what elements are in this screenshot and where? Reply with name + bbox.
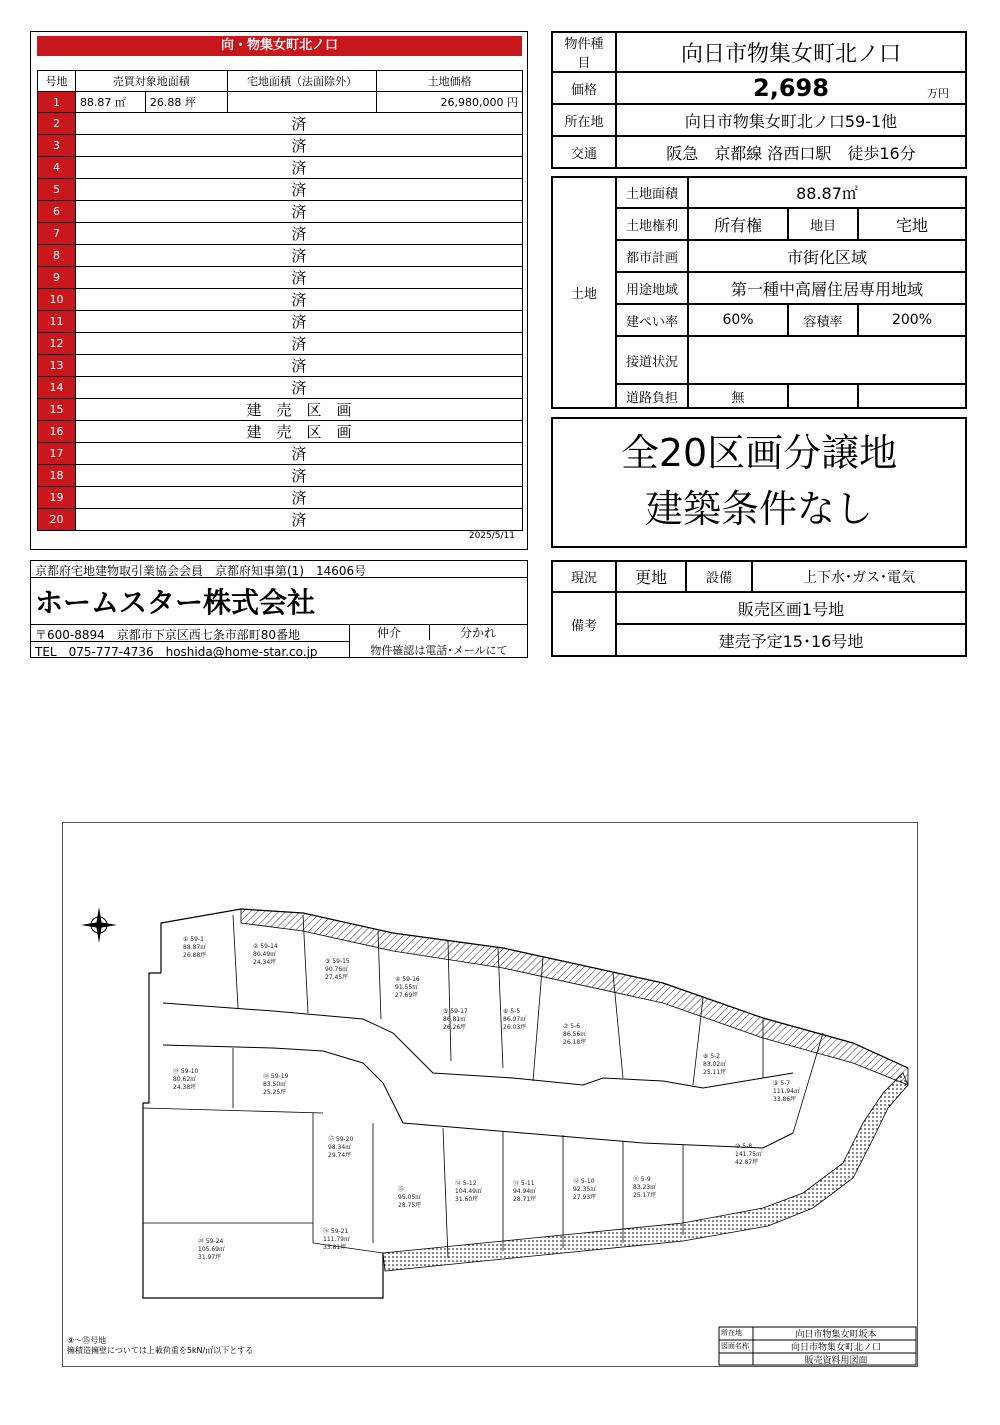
- table-row: [38, 223, 523, 245]
- lot-no: 4: [38, 157, 76, 179]
- table-row: [38, 509, 523, 531]
- lot-no: 18: [38, 465, 76, 487]
- type-label: 物件種目: [552, 32, 616, 72]
- map-lot-m2: 86.81㎡: [443, 1016, 467, 1023]
- empty-cell: [858, 384, 966, 408]
- map-lot-m2: 86.07㎡: [503, 1016, 527, 1023]
- price-unit: 万円: [927, 87, 949, 100]
- company-contact[interactable]: TEL 075-777-4736 hoshida@home-star.co.jp: [35, 645, 318, 659]
- land-section-label: 土地: [552, 177, 616, 408]
- lot-no: 8: [38, 245, 76, 267]
- compass-icon: [81, 907, 117, 943]
- map-lot-m2: 80.62㎡: [173, 1076, 197, 1083]
- lot-table: [37, 70, 523, 531]
- license-text: 京都府宅地建物取引業協会会員 京都府知事第(1) 14606号: [35, 564, 367, 578]
- table-row: [38, 157, 523, 179]
- map-lot-code: ③ 59-15: [325, 958, 350, 965]
- map-lot-code: ⑤ 59-17: [443, 1008, 468, 1015]
- map-lot-code: ⑬ 5-11: [513, 1180, 535, 1187]
- map-lot-m2: 80.49㎡: [253, 951, 277, 958]
- map-lot-tsubo: 25.17坪: [633, 1192, 657, 1199]
- title-value-purpose: 販売資料用図面: [804, 1356, 868, 1366]
- lot-price-table: [30, 31, 528, 550]
- lot-no: 14: [38, 377, 76, 399]
- lot-status: 済: [75, 201, 522, 223]
- lot-status: 済: [75, 465, 522, 487]
- headline-line1: 全20区画分譲地: [620, 431, 898, 475]
- road-value: [688, 336, 966, 384]
- map-lot-m2: 141.75㎡: [735, 1151, 762, 1158]
- lot-status: 済: [75, 245, 522, 267]
- lot-no: 2: [38, 113, 76, 135]
- far-label: 容積率: [788, 304, 858, 336]
- status-info: [551, 560, 967, 657]
- bcr-label: 建ぺい率: [616, 304, 688, 336]
- price-label: 価格: [552, 72, 616, 104]
- lot-no: 6: [38, 201, 76, 223]
- lot-no: 5: [38, 179, 76, 201]
- table-row: [38, 355, 523, 377]
- company-name: ホームスター株式会社: [35, 586, 316, 619]
- table-row: [38, 487, 523, 509]
- slope-strip: [241, 909, 908, 1085]
- header-lot-no: 号地: [38, 71, 76, 92]
- table-row: [38, 201, 523, 223]
- broker-label: 仲介: [349, 624, 430, 640]
- table-row: [38, 267, 523, 289]
- notes-label: 備考: [552, 592, 616, 656]
- map-lot-m2: 86.56㎡: [563, 1031, 587, 1038]
- lot-status: 済: [75, 289, 522, 311]
- map-lot-tsubo: 26.26坪: [443, 1024, 467, 1031]
- site-plan-drawing: [63, 823, 917, 1366]
- lot-area-tsubo: 26.88 坪: [145, 92, 227, 113]
- category-label: 地目: [788, 208, 858, 240]
- land-area-value: 88.87㎡: [688, 177, 966, 208]
- map-footnote-2: 擁積造擁壁については上載荷重を5kN/㎡以下とする: [67, 1346, 254, 1355]
- map-lot-tsubo: 27.93坪: [573, 1194, 597, 1201]
- lot-area-m2: 88.87 ㎡: [75, 92, 145, 113]
- map-lot-tsubo: 25.11坪: [703, 1069, 727, 1076]
- table-row: [38, 311, 523, 333]
- map-footnote-1: ⑨～⑮号地: [67, 1336, 107, 1345]
- zoning-label: 用途地域: [616, 272, 688, 304]
- lot-no: 13: [38, 355, 76, 377]
- lot-status: 済: [75, 267, 522, 289]
- note-1: 販売区画1号地: [616, 592, 966, 624]
- map-lot-code: ⑮: [398, 1186, 405, 1193]
- table-row: [38, 421, 523, 443]
- map-lot-m2: 92.35㎡: [573, 1186, 597, 1193]
- headline-box: [551, 417, 967, 548]
- lot-status: 済: [75, 223, 522, 245]
- lot-no: 16: [38, 421, 76, 443]
- map-lot-tsubo: 33.86坪: [773, 1096, 797, 1103]
- lot-no: 11: [38, 311, 76, 333]
- land-info: [551, 176, 967, 409]
- map-lot-code: ⑭ 5-12: [455, 1180, 477, 1187]
- table-row: [38, 399, 523, 421]
- retaining-wall: [383, 1073, 908, 1271]
- map-lot-m2: 105.69㎡: [198, 1246, 225, 1253]
- lot-status: 済: [75, 509, 522, 531]
- map-lot-tsubo: 26.88坪: [183, 952, 207, 959]
- map-lot-tsubo: 31.97坪: [198, 1254, 222, 1261]
- map-lot-tsubo: 25.25坪: [263, 1089, 287, 1096]
- map-lot-tsubo: 28.75坪: [398, 1202, 422, 1209]
- map-lot-code: ⑧ 5-2: [703, 1053, 721, 1060]
- map-lot-code: ⑩ 5-8: [735, 1143, 753, 1150]
- lot-residential-area: [227, 92, 377, 113]
- rights-label: 土地権利: [616, 208, 688, 240]
- table-row: [38, 113, 523, 135]
- header-land-price: 土地価格: [377, 71, 523, 92]
- lot-status: 済: [75, 179, 522, 201]
- map-lot-code: ⑯ 59-21: [323, 1228, 349, 1235]
- table-row: [38, 179, 523, 201]
- property-summary: [551, 31, 967, 169]
- lot-status: 済: [75, 377, 522, 399]
- header-residential-area: 宅地面積（法面除外）: [227, 71, 377, 92]
- table-row: [38, 135, 523, 157]
- planning-value: 市街化区域: [688, 240, 966, 272]
- lot-no: 7: [38, 223, 76, 245]
- map-lot-m2: 94.94㎡: [513, 1188, 537, 1195]
- company-address: 〒600-8894 京都市下京区西七条市部町80番地: [35, 628, 301, 642]
- rights-value: 所有権: [688, 208, 788, 240]
- map-lot-code: ⑳ 59-24: [198, 1238, 224, 1245]
- map-lot-m2: 83.50㎡: [263, 1081, 287, 1088]
- site-plan-map: [62, 822, 918, 1367]
- title-label-name: 図面名称: [721, 1342, 749, 1350]
- map-lot-m2: 104.49㎡: [455, 1188, 482, 1195]
- land-area-label: 土地面積: [616, 177, 688, 208]
- type-value: 向日市物集女町北ノ口: [616, 32, 966, 72]
- lot-price: 26,980,000 円: [377, 92, 523, 113]
- map-lot-m2: 83.02㎡: [703, 1061, 727, 1068]
- bcr-value: 60%: [688, 304, 788, 336]
- note-2: 建売予定15･16号地: [616, 624, 966, 656]
- map-lot-code: ⑦ 5-6: [563, 1023, 581, 1030]
- lot-status: 済: [75, 311, 522, 333]
- table-row: [38, 92, 523, 113]
- map-lot-code: ⑲ 59-10: [173, 1068, 199, 1075]
- equipment-label: 設備: [686, 561, 752, 592]
- confirm-text: 物件確認は電話･メールにて: [370, 644, 508, 657]
- table-row: [38, 289, 523, 311]
- zoning-value: 第一種中高層住居専用地域: [688, 272, 966, 304]
- map-lot-tsubo: 42.87坪: [735, 1159, 759, 1166]
- empty-cell: [788, 384, 858, 408]
- price-value: 2,698: [753, 74, 829, 102]
- current-value: 更地: [616, 561, 686, 592]
- lot-no: 10: [38, 289, 76, 311]
- table-row: [38, 465, 523, 487]
- commission-label: 分かれ: [459, 626, 496, 640]
- lot-status: 済: [75, 135, 522, 157]
- map-lot-tsubo: 24.34坪: [253, 959, 277, 966]
- burden-label: 道路負担: [616, 384, 688, 408]
- lot-status: 済: [75, 157, 522, 179]
- lot-status: 済: [75, 487, 522, 509]
- far-value: 200%: [858, 304, 966, 336]
- map-lot-m2: 95.05㎡: [398, 1194, 422, 1201]
- title-label-location: 所在地: [721, 1329, 742, 1337]
- lot-table-header: [38, 71, 523, 92]
- lot-no: 1: [38, 92, 76, 113]
- equipment-value: 上下水･ガス･電気: [752, 561, 966, 592]
- map-lot-tsubo: 33.81坪: [323, 1244, 347, 1251]
- category-value: 宅地: [858, 208, 966, 240]
- map-lot-code: ⑫ 5-10: [573, 1178, 595, 1185]
- title-value-location: 向日市物集女町坂本: [795, 1330, 877, 1340]
- map-lot-tsubo: 27.45坪: [325, 974, 349, 981]
- map-lot-tsubo: 28.71坪: [513, 1196, 537, 1203]
- lot-no: 19: [38, 487, 76, 509]
- lot-labels: [173, 936, 800, 1261]
- road-label: 接道状況: [616, 336, 688, 384]
- map-lot-code: ⑨ 5-7: [773, 1080, 791, 1087]
- map-lot-code: ① 59-1: [183, 936, 204, 943]
- table-row: [38, 377, 523, 399]
- lot-status: 済: [75, 443, 522, 465]
- lot-status: 建 売 区 画: [75, 399, 522, 421]
- map-lot-m2: 83.23㎡: [633, 1184, 657, 1191]
- map-lot-m2: 90.76㎡: [325, 966, 349, 973]
- lot-no: 3: [38, 135, 76, 157]
- header-sale-area: 売買対象地面積: [75, 71, 227, 92]
- lot-no: 20: [38, 509, 76, 531]
- map-lot-m2: 111.94㎡: [773, 1088, 800, 1095]
- lot-status: 済: [75, 113, 522, 135]
- map-lot-tsubo: 24.38坪: [173, 1084, 197, 1091]
- map-lot-tsubo: 29.74坪: [328, 1152, 352, 1159]
- map-lot-m2: 88.87㎡: [183, 944, 207, 951]
- map-lot-tsubo: 26.03坪: [503, 1024, 527, 1031]
- lot-table-title: 向・物集女町北ノ口: [37, 36, 522, 56]
- map-lot-tsubo: 31.60坪: [455, 1196, 479, 1203]
- planning-label: 都市計画: [616, 240, 688, 272]
- lot-status: 済: [75, 355, 522, 377]
- current-label: 現況: [552, 561, 616, 592]
- map-lot-code: ② 59-14: [253, 943, 278, 950]
- map-lot-m2: 98.34㎡: [328, 1144, 352, 1151]
- company-block: [30, 560, 528, 658]
- lot-no: 15: [38, 399, 76, 421]
- map-lot-code: ⑥ 5-5: [503, 1008, 521, 1015]
- map-lot-code: ⑱ 59-19: [263, 1073, 289, 1080]
- lot-no: 9: [38, 267, 76, 289]
- lot-status: 済: [75, 333, 522, 355]
- map-lot-m2: 111.79㎡: [323, 1236, 350, 1243]
- title-value-name: 向日市物集女町北ノ口: [790, 1343, 881, 1353]
- table-row: [38, 443, 523, 465]
- lot-status: 建 売 区 画: [75, 421, 522, 443]
- transport-label: 交通: [552, 136, 616, 168]
- burden-value: 無: [688, 384, 788, 408]
- map-lot-code: ④ 59-16: [395, 976, 420, 983]
- map-lot-tsubo: 27.69坪: [395, 992, 419, 999]
- map-lot-tsubo: 26.18坪: [563, 1039, 587, 1046]
- location-value: 向日市物集女町北ノ口59-1他: [616, 104, 966, 136]
- map-lot-code: ⑰ 59-20: [328, 1136, 354, 1143]
- map-lot-code: ⑪ 5-9: [633, 1176, 651, 1183]
- lot-no: 12: [38, 333, 76, 355]
- lot-no: 17: [38, 443, 76, 465]
- headline-line2: 建築条件なし: [644, 487, 873, 531]
- location-label: 所在地: [552, 104, 616, 136]
- table-date: 2025/5/11: [468, 531, 515, 541]
- table-row: [38, 333, 523, 355]
- table-row: [38, 245, 523, 267]
- price-cell: [616, 72, 966, 104]
- transport-value: 阪急 京都線 洛西口駅 徒歩16分: [616, 136, 966, 168]
- map-lot-m2: 91.55㎡: [395, 984, 419, 991]
